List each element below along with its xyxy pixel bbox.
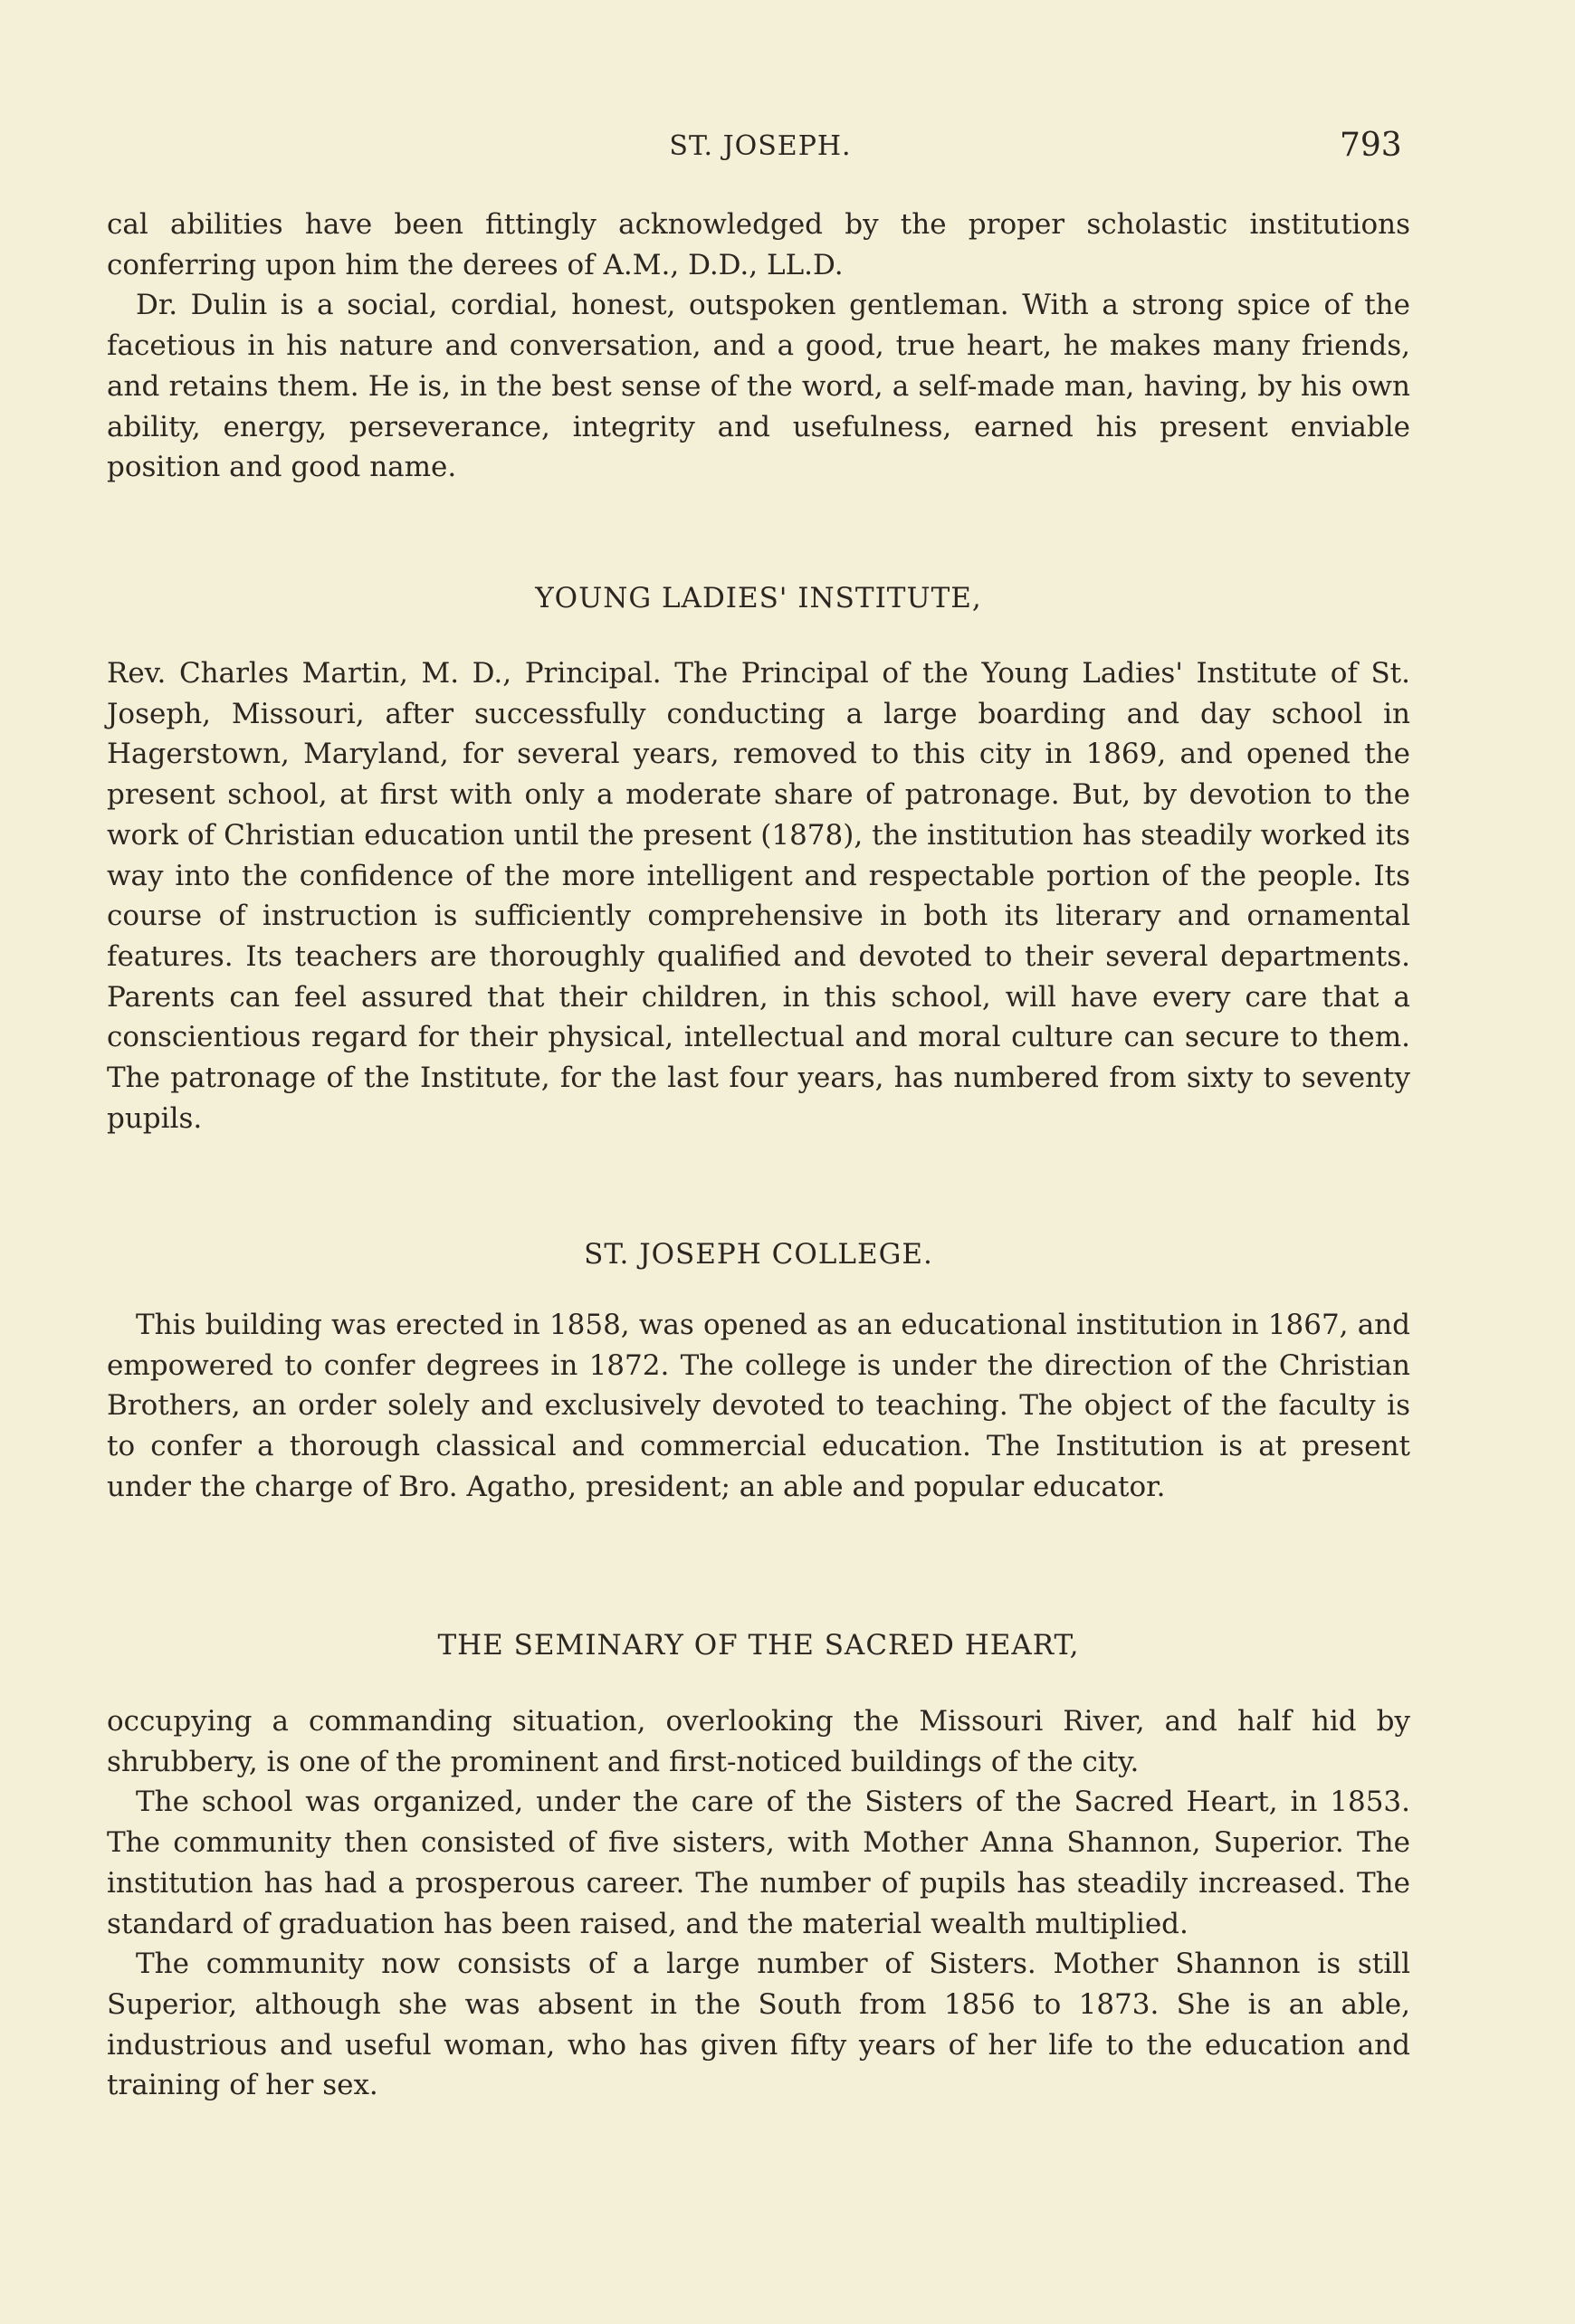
intro-paragraph-2: Dr. Dulin is a social, cordial, honest, outspoken gentleman. With a strong spice of the facetious in his nature and conversation, and a good, true heart, he makes many friends, and retains them. He is, in the best sense of the word, a self-made man, having, by his own ability, energy, perseverance, integrity and usefulness, earned his present enviable position and good name. bbox=[107, 289, 1410, 484]
college-heading: ST. JOSEPH COLLEGE. bbox=[584, 1238, 933, 1271]
college-paragraph: This building was erected in 1858, was opened as an educational institution in 1867, and empowered to confer degrees in 1872. The college is under the direction of the Christian Brothers, an order solely and exclusively devoted to teaching. The object of the faculty is to confer a thorough classical and commercial education. The Institution is at present under the charge of Bro. Agatho, president; an able and popular educator. bbox=[107, 1309, 1410, 1503]
seminary-paragraph-3: The community now consists of a large number of Sisters. Mother Shannon is still Superior, although she was absent in the South from 1856 to 1873. She is an able, industrious and useful woman, who has given fifty years of her life to the education and training of her sex. bbox=[107, 1948, 1410, 2102]
running-title: ST. JOSEPH. bbox=[669, 130, 852, 162]
young-ladies-paragraph: Rev. Charles Martin, M. D., Principal. The Principal of the Young Ladies' Institute of St. Joseph, Missouri, after successfully conducting a large boarding and day school in Hagerstown, Maryland, for several years, removed to this city in 1869, and opened the present school, at first with only a moderate share of patronage. But, by devotion to the work of Christian education until the present (1878), the institution has steadily worked its way into the confidence of the more intelligent and respectable portion of the people. Its course of instruction is sufficiently comprehensive in both its literary and ornamental features. Its teachers are thoroughly qualified and devoted to their several departments. Parents can feel assured that their children, in this school, will have every care that a conscientious regard for their physical, intellectual and moral culture can secure to them. The patronage of the Institute, for the last four years, has numbered from sixty to seventy pupils. bbox=[107, 657, 1410, 1135]
seminary-paragraph-2: The school was organized, under the care of the Sisters of the Sacred Heart, in 1853. The community then consisted of five sisters, with Mother Anna Shannon, Superior. The institution has had a prosperous career. The number of pupils has steadily increased. The standard of graduation has been raised, and the material wealth multiplied. bbox=[107, 1786, 1410, 1940]
running-head bbox=[0, 127, 1575, 172]
seminary-paragraph-1: occupying a commanding situation, overlooking the Missouri River, and half hid by shrubbery, is one of the prominent and first-noticed buildings of the city. bbox=[107, 1705, 1410, 1778]
seminary-heading: THE SEMINARY OF THE SACRED HEART, bbox=[437, 1629, 1080, 1662]
intro-section bbox=[107, 205, 1410, 488]
page-number: 793 bbox=[1340, 127, 1402, 164]
intro-paragraph-1: cal abilities have been fittingly acknowledged by the proper scholastic institutions conferring upon him the derees of A.M., D.D., LL.D. bbox=[107, 208, 1410, 281]
seminary-section bbox=[107, 1701, 1410, 2106]
young-ladies-section bbox=[107, 653, 1410, 1138]
college-section bbox=[107, 1305, 1410, 1508]
young-ladies-heading: YOUNG LADIES' INSTITUTE, bbox=[535, 582, 982, 614]
